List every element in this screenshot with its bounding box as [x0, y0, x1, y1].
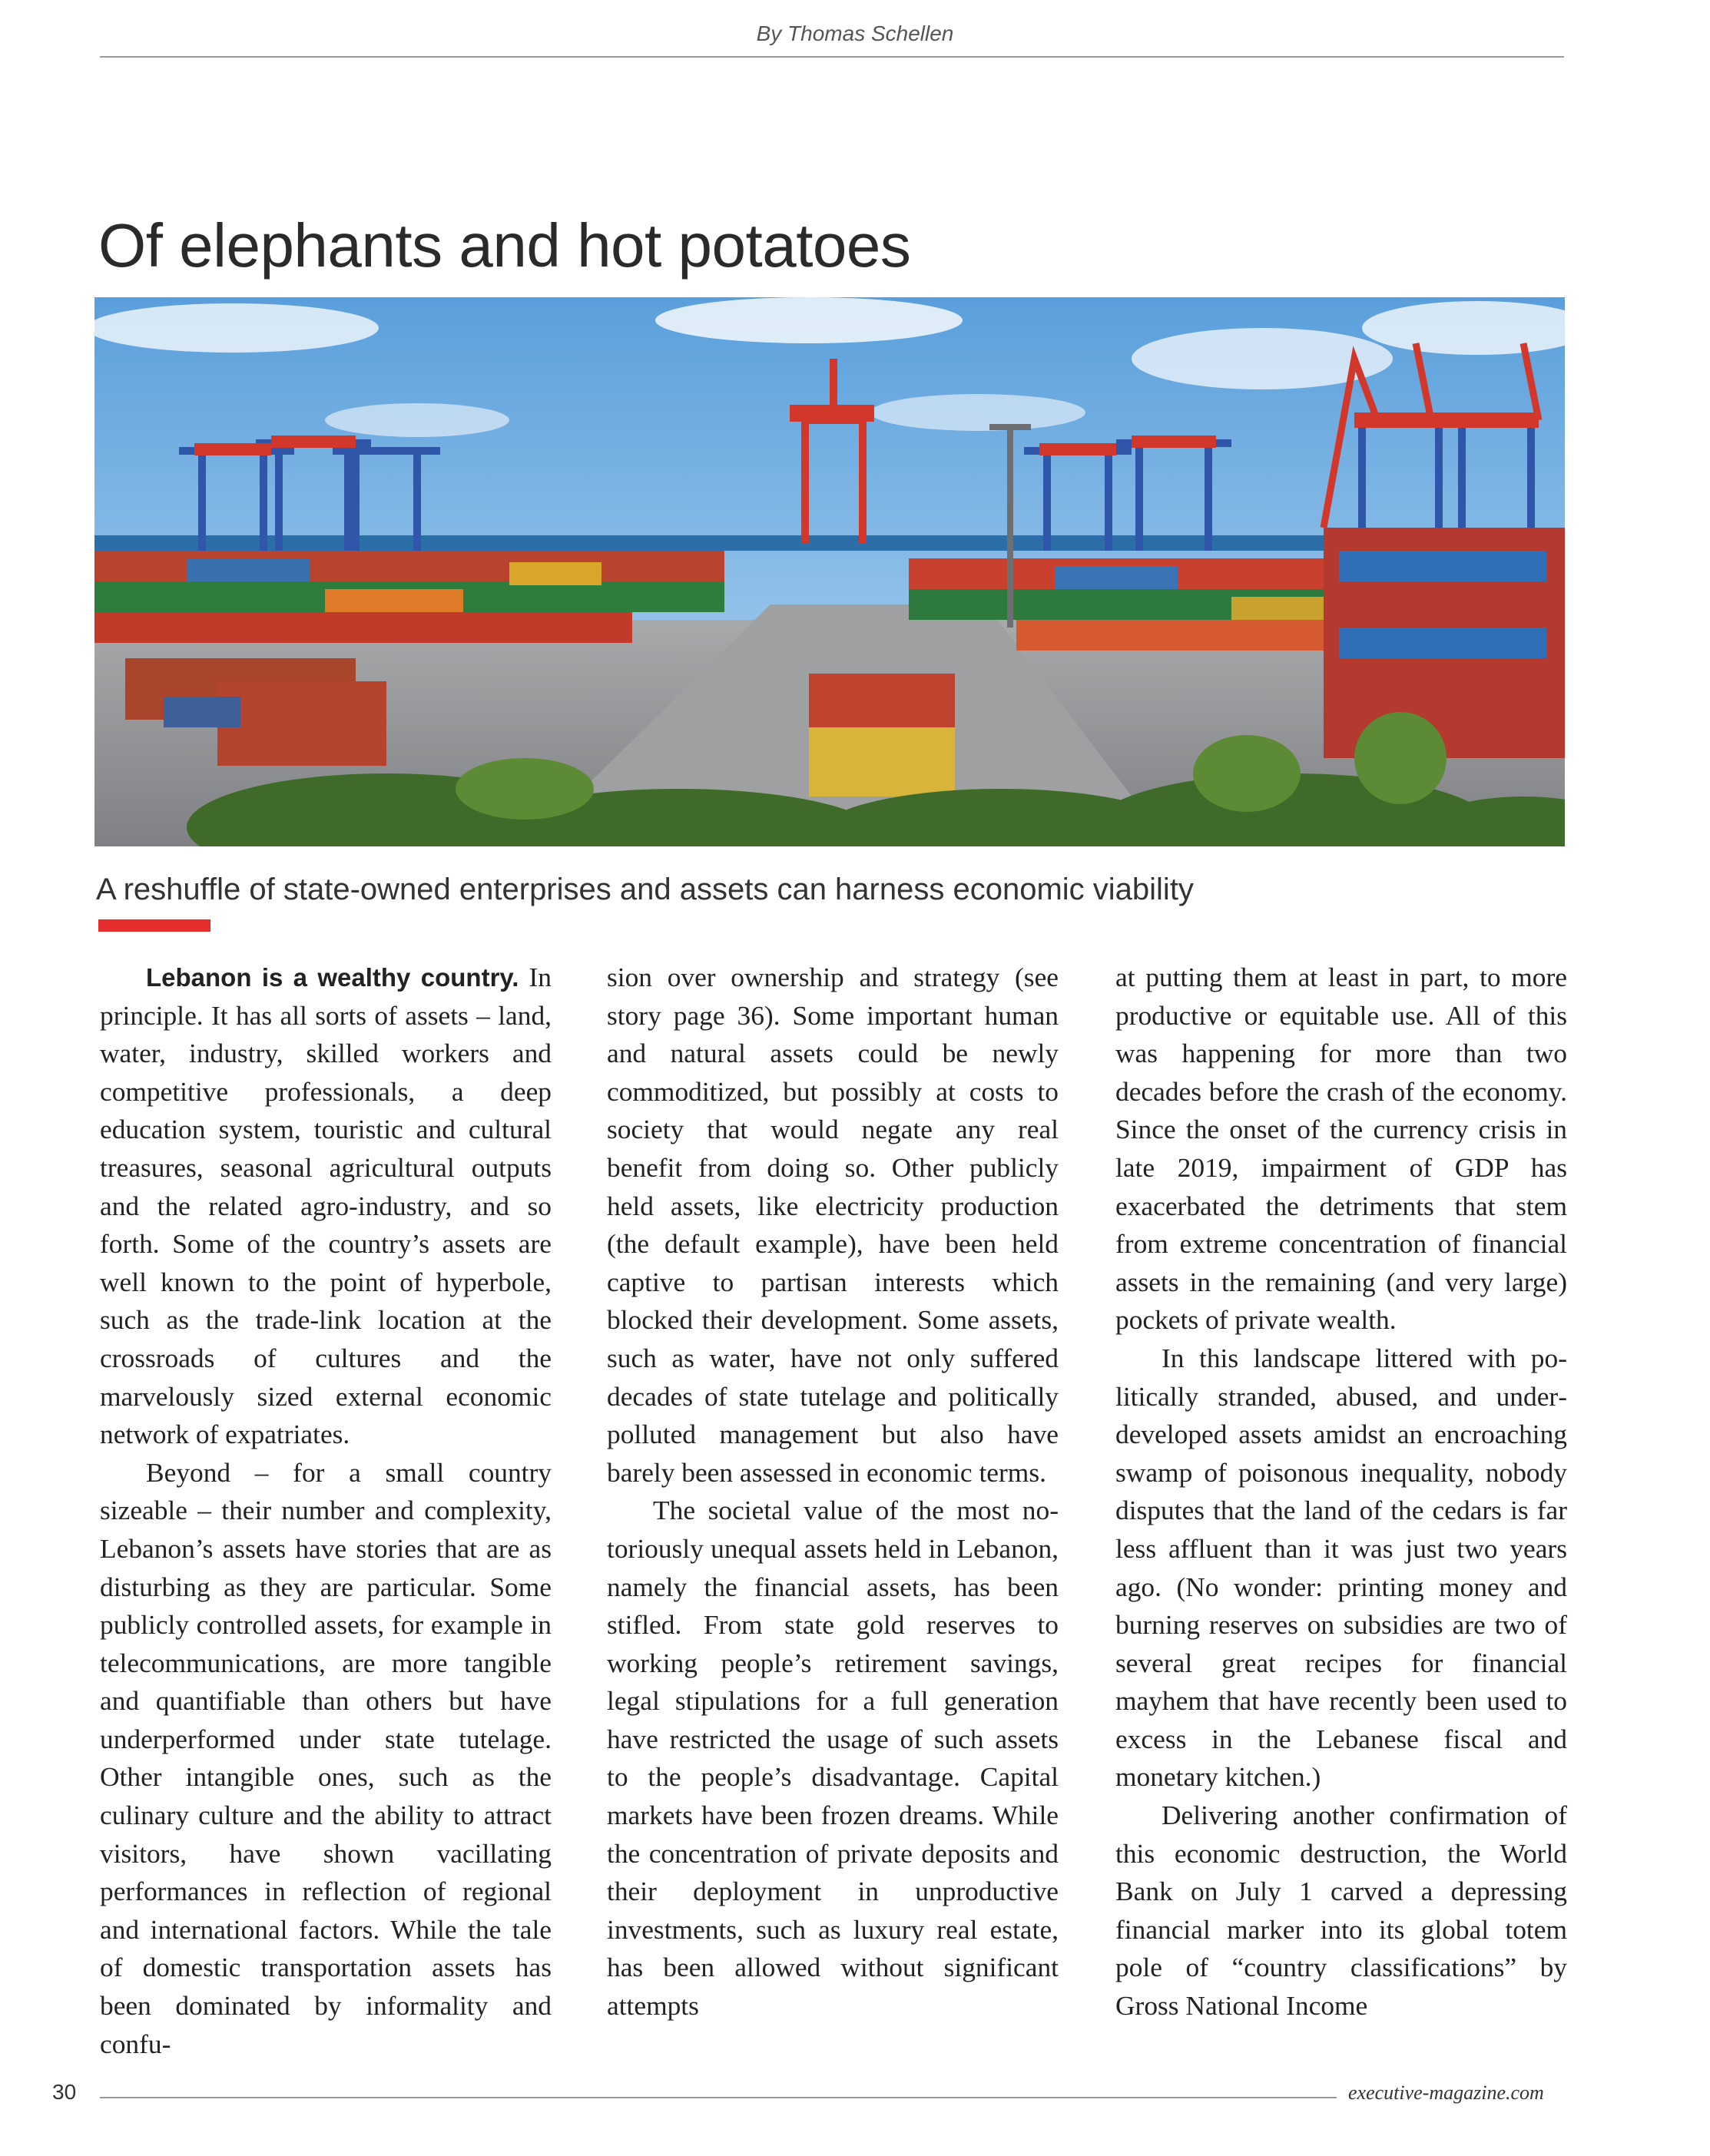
paragraph: sion over ownership and strategy (see story page 36). Some important human and natural assets could be newly commoditized, but possibly at costs to society that would negate any real benefit from doing so. Other publicly held assets, like electricity production (the default example), have been held captive to partisan interests which blocked their development. Some assets, such as water, have not only suffered decades of state tutelage and politically polluted management but also have barely been assessed in economic terms.: [607, 962, 1059, 1488]
footer-rule: [100, 2097, 1337, 2098]
paragraph: Delivering another confirmation of this economic destruction, the World Bank on July 1 carved a depressing financial marker into its global totem pole of “country classifications” by Gross National Income: [1115, 1800, 1567, 2022]
header-rule: [100, 56, 1564, 58]
paragraph: [100, 959, 552, 1454]
lead-in: Lebanon is a wealthy country.: [146, 963, 519, 992]
page-number: 30: [52, 2080, 77, 2104]
column-3: [1115, 959, 1567, 2025]
port-photo: [94, 297, 1565, 846]
article-title: Of elephants and hot potatoes: [98, 211, 911, 280]
paragraph-text: In principle. It has all sorts of assets – land, water, industry, skilled workers and competitive professionals, a deep education system, touristic and cultural treasures, seasonal agricultural outputs and the related agro-industry, and so forth. Some of the country’s assets are well known to the point of hyperbole, such as the trade-link location at the crossroads of cultures and the marvelously sized external economic network of expatriates.: [100, 962, 552, 1450]
article-subtitle: A reshuffle of state-owned enterprises and assets can harness economic viability: [96, 873, 1194, 906]
accent-bar: [98, 919, 210, 932]
site-url: executive-magazine.com: [1348, 2081, 1544, 2104]
paragraph: at putting them at least in part, to more productive or equitable use. All of this was happening for more than two decades before the crash of the economy. Since the onset of the currency crisis in late 2019, impairment of GDP has exacerbated the detriments that stem from extreme concentration of financial assets in the remaining (and very large) pockets of private wealth.: [1115, 962, 1567, 1336]
paragraph: In this landscape littered with politically stranded, abused, and underdeveloped assets amidst an encroaching swamp of poisonous inequality, nobody disputes that the land of the cedars is far less affluent than it was just two years ago. (No wonder: printing money and burning reserves on subsidies are two of several great recipes for financial mayhem that have recently been used to excess in the Lebanese fiscal and monetary kitchen.): [1115, 1342, 1567, 1793]
paragraph: The societal value of the most notoriously unequal assets held in Lebanon, namely the financial assets, has been stifled. From state gold reserves to working people’s retirement savings, legal stipulations for a full generation have restricted the usage of such assets to the people’s disadvantage. Capital markets have been frozen dreams. While the concentration of private deposits and their deployment in unproductive investments, such as luxury real estate, has been allowed without significant attempts: [607, 1495, 1059, 2022]
column-2: [607, 959, 1059, 2025]
paragraph: Beyond – for a small country sizeable – their number and complexity, Lebanon’s assets have stories that are as disturbing as they are particular. Some publicly controlled assets, for example in telecommunications, are more tangible and quantifiable than others but have underperformed under state tutelage. Other intangible ones, such as the culinary culture and the ability to attract visitors, have shown vacillating performances in reflection of regional and international factors. While the tale of domestic transportation assets has been dominated by informality and confu-: [100, 1456, 552, 2059]
column-1: [100, 959, 552, 2063]
byline: By Thomas Schellen: [756, 22, 954, 45]
